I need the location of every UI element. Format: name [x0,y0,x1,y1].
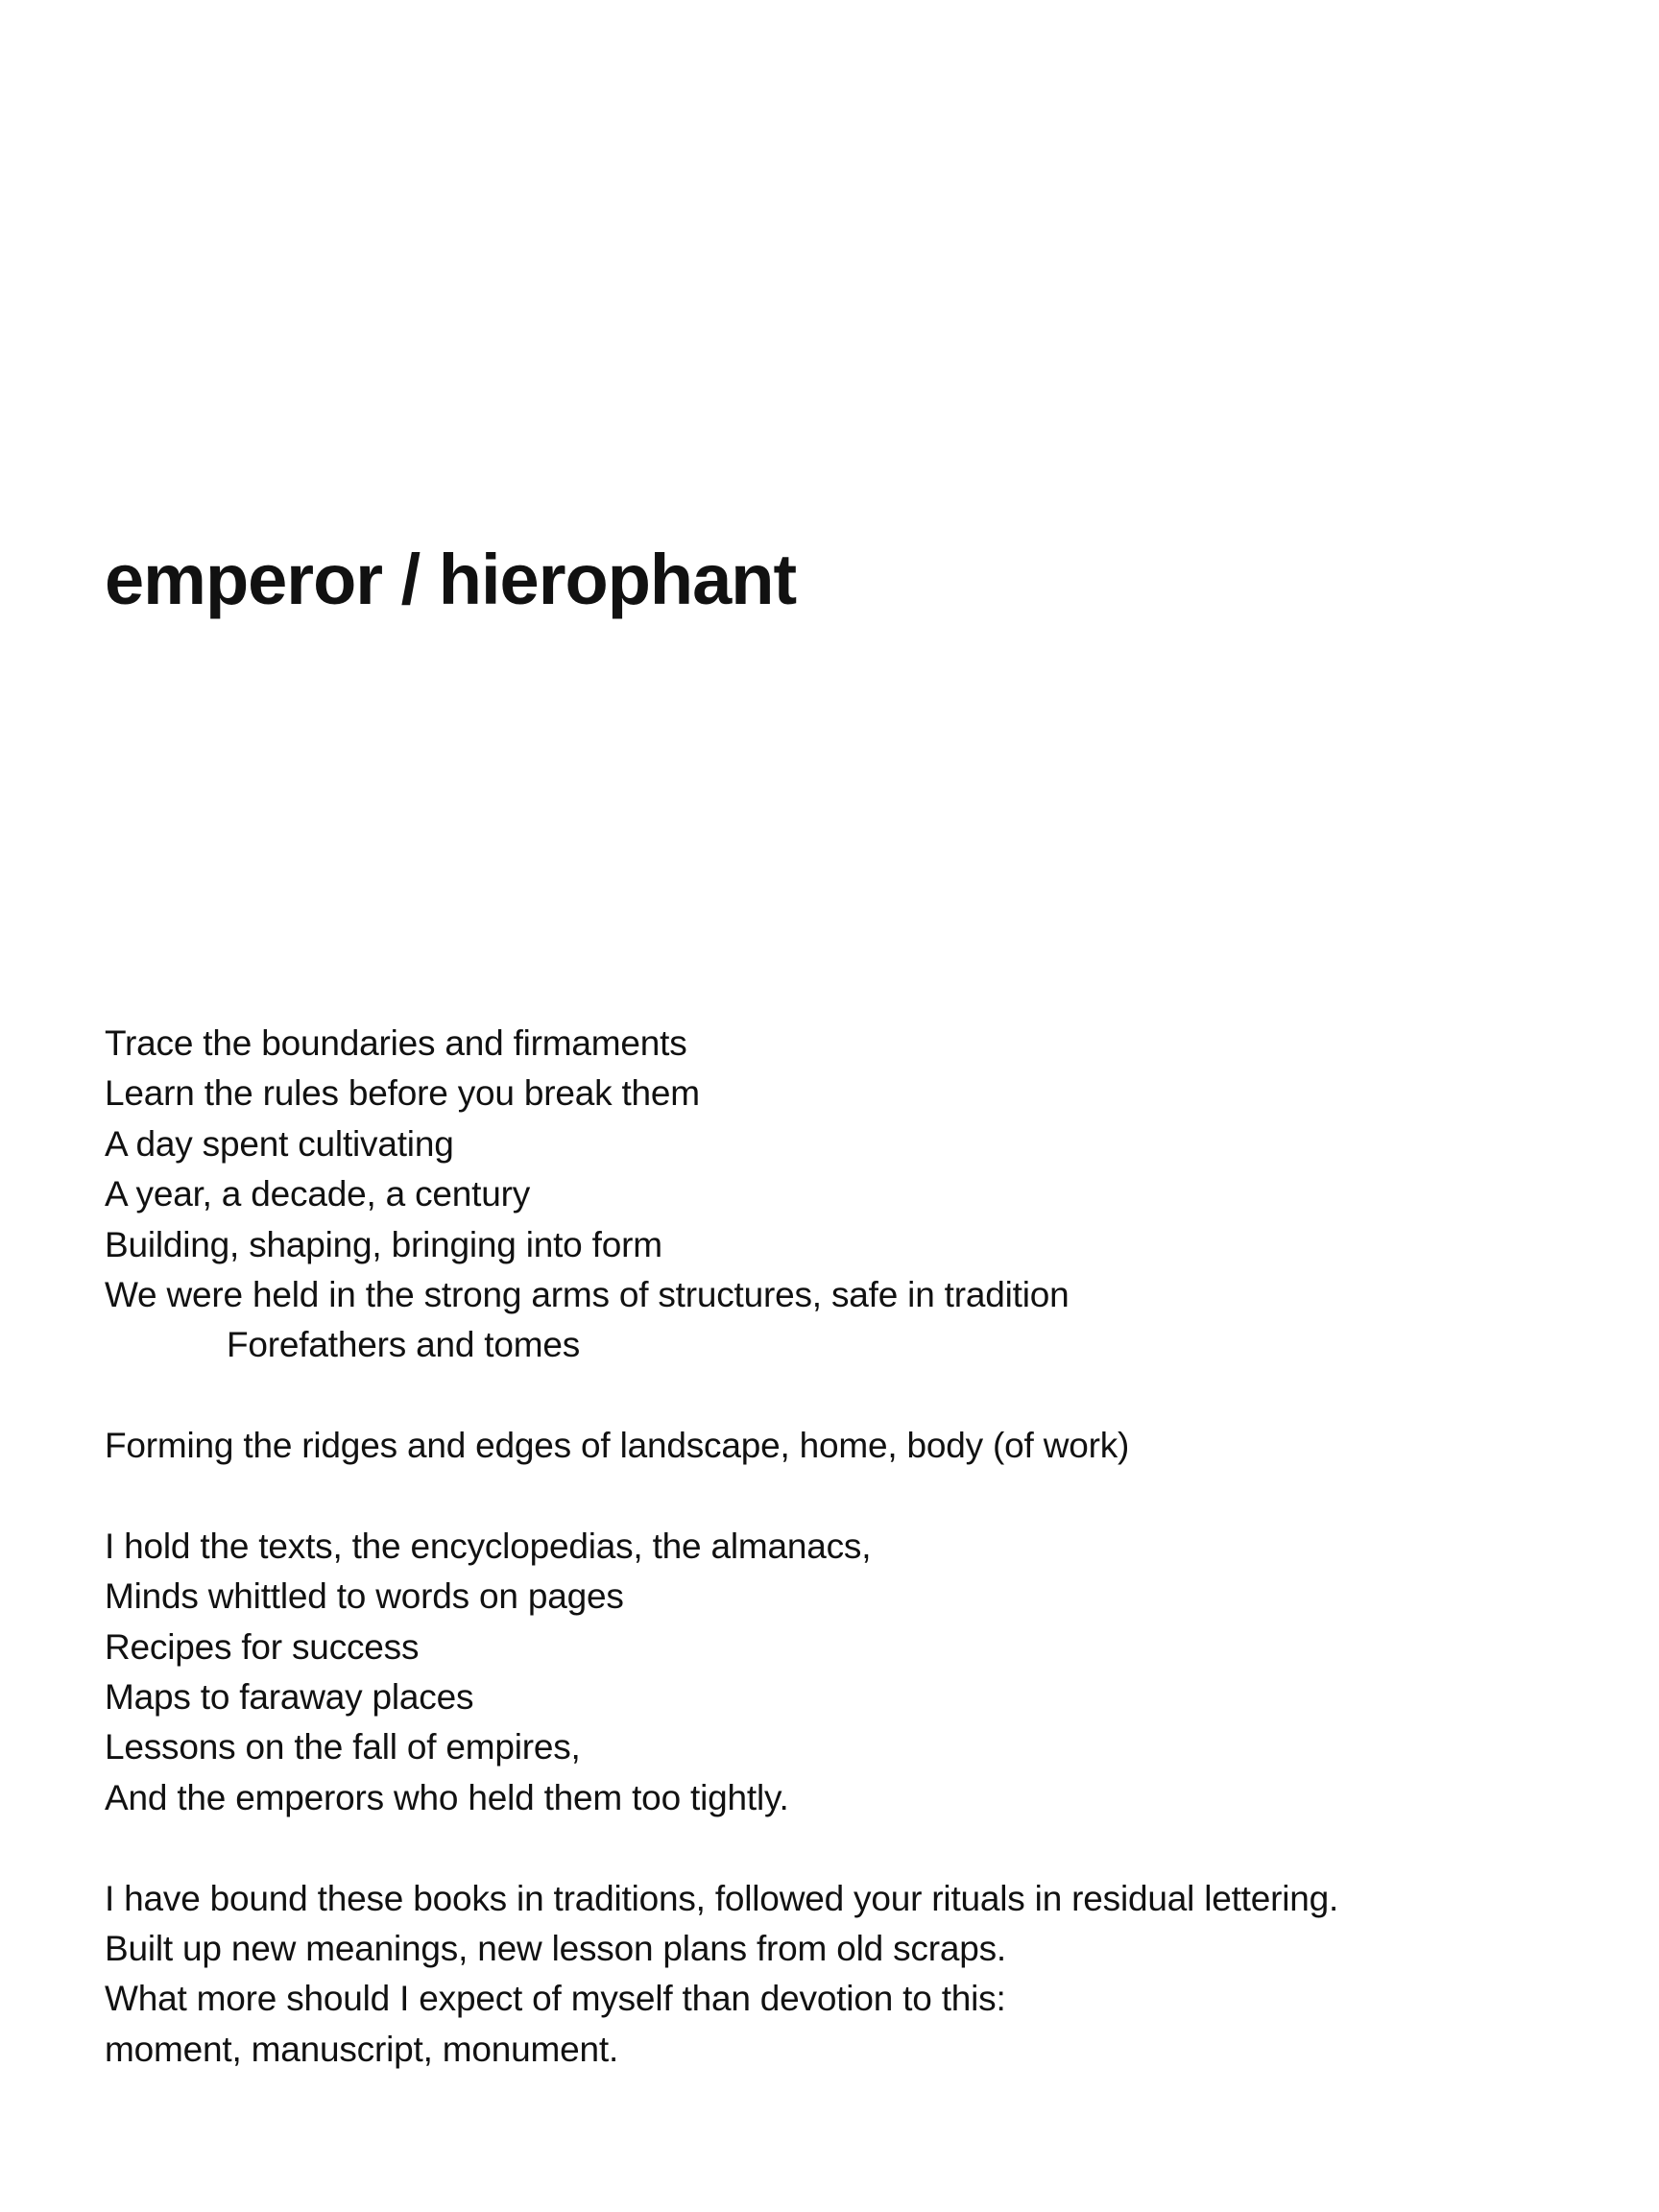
poem-line: Minds whittled to words on pages [105,1576,624,1617]
poem-line: moment, manuscript, monument. [105,2029,619,2069]
poem-line: We were held in the strong arms of structures, safe in tradition [105,1274,1070,1314]
poem-line: A year, a decade, a century [105,1174,531,1214]
poem-line: Maps to faraway places [105,1677,474,1718]
page-title: emperor / hierophant [105,540,797,619]
poem-line: I hold the texts, the encyclopedias, the almanacs, [105,1526,872,1566]
poem-line: I have bound these books in traditions, followed your rituals in residual lettering. [105,1878,1339,1918]
stanza-break [105,1371,1602,1421]
poem-line: Trace the boundaries and firmaments [105,1023,687,1063]
poem-line: Recipes for success [105,1626,420,1667]
poem-line: Built up new meanings, new lesson plans from old scraps. [105,1929,1006,1969]
stanza-break [105,1472,1602,1522]
poem-line: What more should I expect of myself than devotion to this: [105,1979,1006,2019]
poem-line: Building, shaping, bringing into form [105,1224,662,1264]
poem-line: Learn the rules before you break them [105,1073,700,1114]
poem-line: Forming the ridges and edges of landscape, home, body (of work) [105,1426,1130,1466]
poem-line: Lessons on the fall of empires, [105,1727,581,1767]
poem-line: And the emperors who held them too tightly. [105,1777,789,1817]
poem-line: A day spent cultivating [105,1123,454,1164]
poem-line-indented: Forefathers and tomes [227,1325,581,1365]
poem-body [105,1019,1602,2075]
stanza-break [105,1823,1602,1873]
